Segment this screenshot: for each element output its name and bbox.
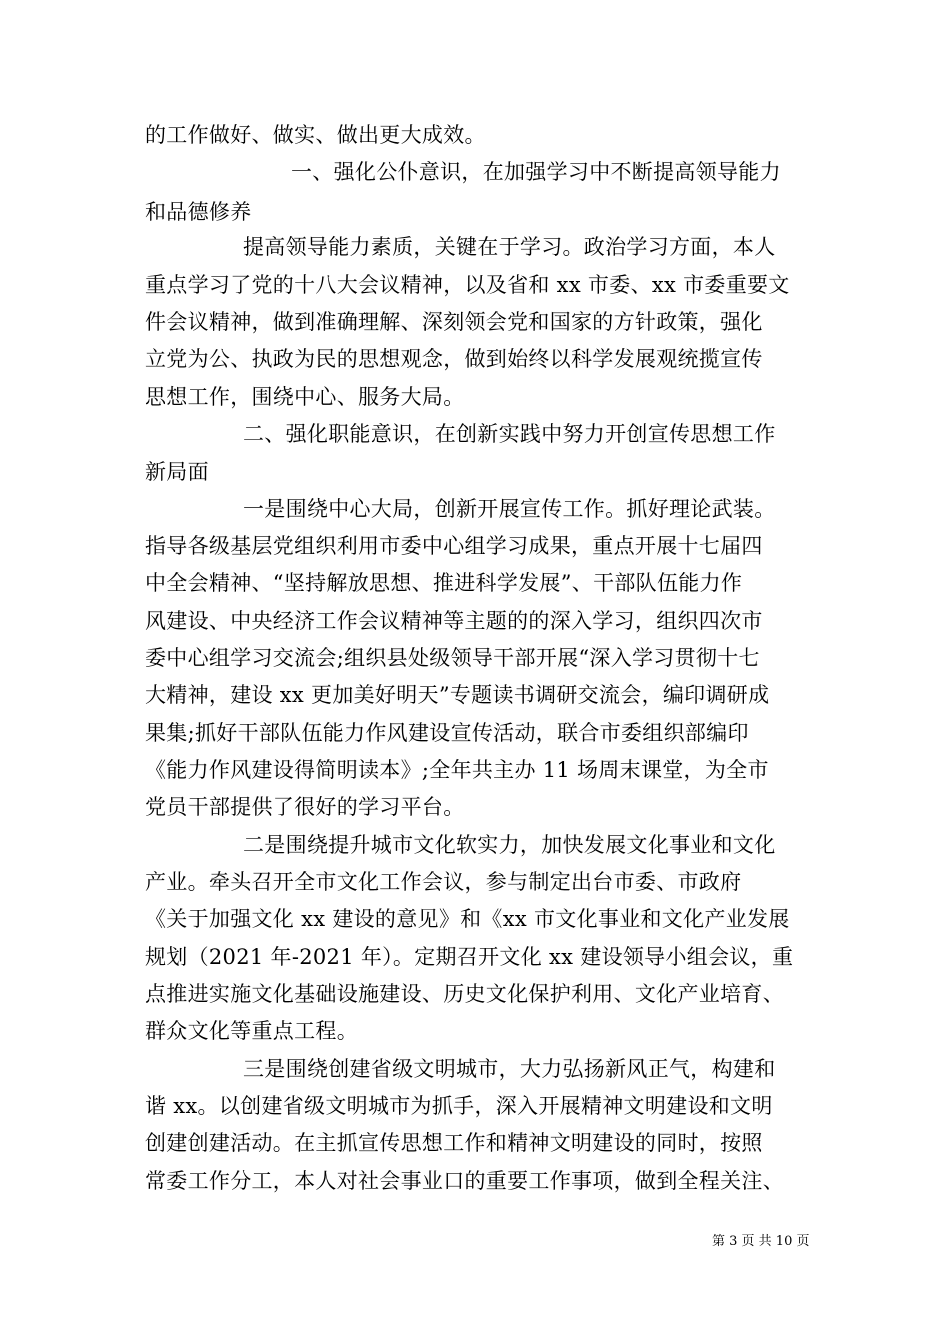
text-line: 谐 xx。以创建省级文明城市为抓手，深入开展精神文明建设和文明 <box>145 1094 773 1118</box>
text-line: 《关于加强文化 xx 建设的意见》和《xx 市文化事业和文化产业发展 <box>145 907 790 931</box>
text-line: 立党为公、执政为民的思想观念，做到始终以科学发展观统揽宣传 <box>145 347 763 371</box>
section-heading-1: 一、强化公仆意识，在加强学习中不断提高领导能力 <box>291 160 781 184</box>
text-line: 点推进实施文化基础设施建设、历史文化保护利用、文化产业培育、 <box>145 982 784 1006</box>
section-heading-2: 二、强化职能意识，在创新实践中努力开创宣传思想工作 <box>243 422 776 446</box>
section-heading-2-cont: 新局面 <box>145 460 209 484</box>
text-line: 重点学习了党的十八大会议精神，以及省和 xx 市委、xx 市委重要文 <box>145 273 790 297</box>
text-line: 指导各级基层党组织利用市委中心组学习成果，重点开展十七届四 <box>145 534 763 558</box>
paragraph-start: 提高领导能力素质，关键在于学习。政治学习方面，本人 <box>243 235 776 259</box>
text-line: 常委工作分工，本人对社会事业口的重要工作事项，做到全程关注、 <box>145 1169 784 1193</box>
section-heading-1-cont: 和品德修养 <box>145 200 252 224</box>
text-line: 创建创建活动。在主抓宣传思想工作和精神文明建设的同时，按照 <box>145 1131 763 1155</box>
text-line: 群众文化等重点工程。 <box>145 1019 358 1043</box>
text-line: 委中心组学习交流会;组织县处级领导干部开展“深入学习贯彻十七 <box>145 646 760 670</box>
paragraph-start: 二是围绕提升城市文化软实力，加快发展文化事业和文化 <box>243 833 776 857</box>
text-line: 果集;抓好干部队伍能力作风建设宣传活动，联合市委组织部编印 <box>145 721 749 745</box>
paragraph-start: 三是围绕创建省级文明城市，大力弘扬新风正气，构建和 <box>243 1057 776 1081</box>
text-line: 党员干部提供了很好的学习平台。 <box>145 795 465 819</box>
paragraph-start: 一是围绕中心大局，创新开展宣传工作。抓好理论武装。 <box>243 497 776 521</box>
page-number-footer: 第 3 页 共 10 页 <box>712 1234 810 1249</box>
text-line: 件会议精神，做到准确理解、深刻领会党和国家的方针政策，强化 <box>145 310 763 334</box>
text-line: 中全会精神、“坚持解放思想、推进科学发展”、干部队伍能力作 <box>145 571 743 595</box>
text-line: 规划（2021 年-2021 年）。定期召开文化 xx 建设领导小组会议，重 <box>145 945 794 969</box>
text-line: 产业。牵头召开全市文化工作会议，参与制定出台市委、市政府 <box>145 870 742 894</box>
text-line: 的工作做好、做实、做出更大成效。 <box>145 123 486 147</box>
text-line: 思想工作，围绕中心、服务大局。 <box>145 385 465 409</box>
text-line: 大精神，建设 xx 更加美好明天”专题读书调研交流会，编印调研成 <box>145 683 770 707</box>
text-line: 风建设、中央经济工作会议精神等主题的的深入学习，组织四次市 <box>145 609 763 633</box>
text-line: 《能力作风建设得简明读本》;全年共主办 11 场周末课堂，为全市 <box>145 758 769 782</box>
